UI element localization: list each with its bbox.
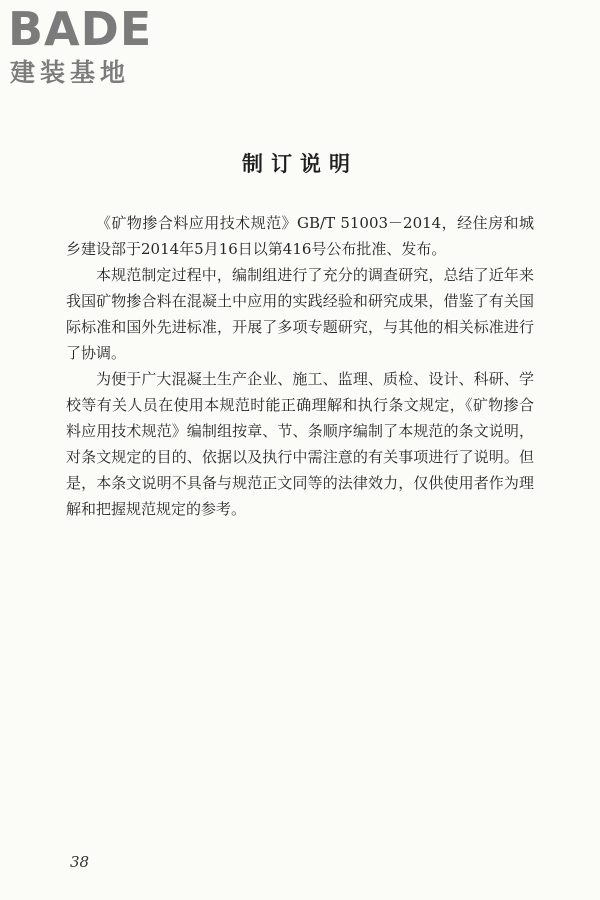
paragraph-approval: 《矿物掺合料应用技术规范》GB/T 51003－2014，经住房和城乡建设部于2014年5月16日以第416号公布批准、发布。 xyxy=(66,214,534,258)
paragraph-usage-note: 为便于广大混凝土生产企业、施工、监理、质检、设计、科研、学校等有关人员在使用本规范时能正确理解和执行条文规定，《矿物掺合料应用技术规范》编制组按章、节、条顺序编制了本规范的条文说明，对条文规定的目的、依据以及执行中需注意的有关事项进行了说明。但是，本条文说明不具备与规范正文同等的法律效力，仅供使用者作为理解和把握规范规定的参考。 xyxy=(66,370,534,518)
logo-subtitle: 建装基地 xyxy=(10,58,131,87)
logo-wordmark: BADE xyxy=(8,2,153,56)
page-number: 38 xyxy=(70,853,90,871)
bade-logo xyxy=(8,4,178,90)
document-body xyxy=(66,210,534,522)
page-title: 制订说明 xyxy=(242,152,358,176)
paragraph-drafting-process: 本规范制定过程中，编制组进行了充分的调查研究，总结了近年来我国矿物掺合料在混凝土中应用的实践经验和研究成果，借鉴了有关国际标准和国外先进标准，开展了多项专题研究，与其他的相关标准进行了协调。 xyxy=(66,266,534,362)
